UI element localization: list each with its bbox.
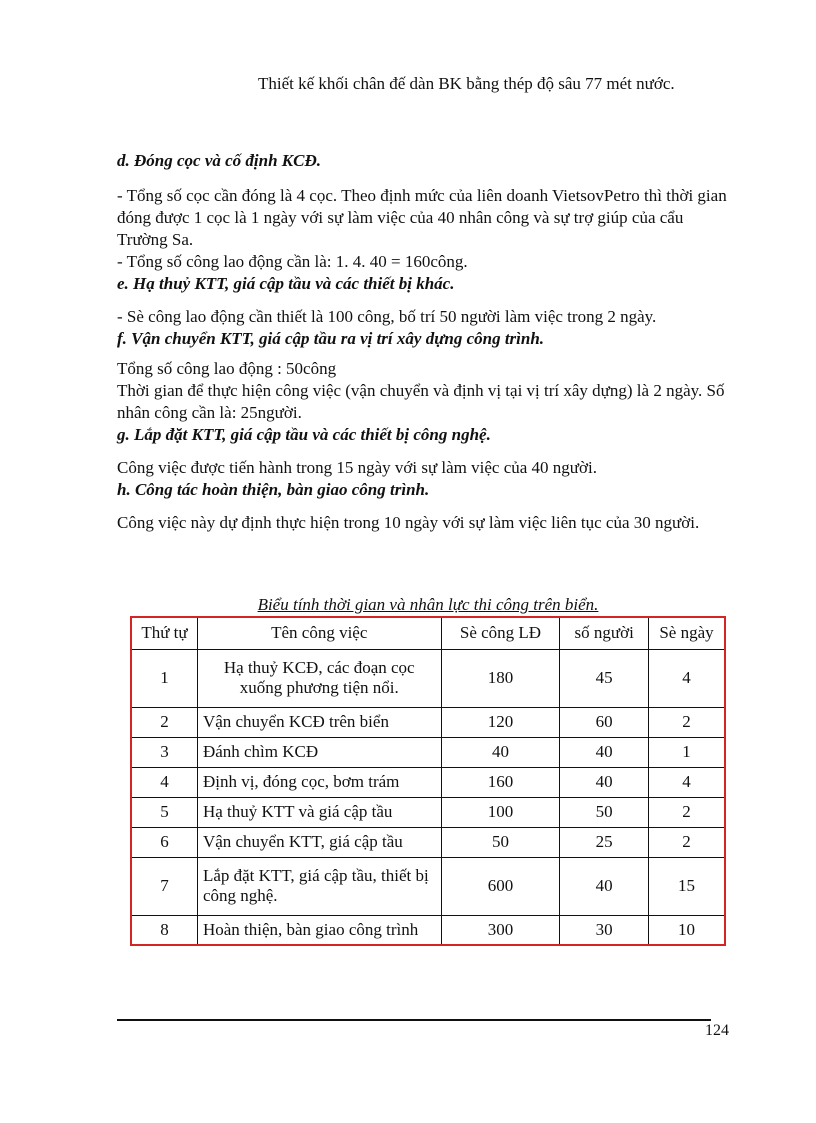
header-labor-days: Sè công LĐ (441, 617, 560, 649)
cell-workers: 25 (560, 827, 649, 857)
cell-days: 1 (648, 737, 725, 767)
cell-labor-days: 300 (441, 915, 560, 945)
work-schedule-table (130, 616, 726, 946)
cell-workers: 45 (560, 649, 649, 707)
section-e-heading: e. Hạ thuỷ KTT, giá cập tầu và các thiết bị khác. (117, 274, 455, 293)
document-body (117, 150, 727, 534)
cell-days: 15 (648, 857, 725, 915)
table-row (131, 707, 725, 737)
section-d-para-1: - Tổng số cọc cần đóng là 4 cọc. Theo định mức của liên doanh VietsovPetro thì thời gian đóng được 1 cọc là 1 ngày với sự làm việc của 40 nhân công và sự trợ giúp của cẩu Trường Sa. (117, 186, 727, 249)
cell-days: 10 (648, 915, 725, 945)
table-row (131, 857, 725, 915)
cell-order: 6 (131, 827, 197, 857)
section-h-para-1: Công việc này dự định thực hiện trong 10 ngày với sự làm việc liên tục của 30 người. (117, 513, 700, 532)
cell-days: 2 (648, 707, 725, 737)
table-row (131, 649, 725, 707)
cell-task-name: Hạ thuỷ KCĐ, các đoạn cọc xuống phương tiện nổi. (197, 649, 441, 707)
table-row (131, 767, 725, 797)
cell-order: 8 (131, 915, 197, 945)
cell-labor-days: 120 (441, 707, 560, 737)
cell-labor-days: 600 (441, 857, 560, 915)
cell-days: 4 (648, 767, 725, 797)
cell-task-name: Hạ thuỷ KTT và giá cập tầu (197, 797, 441, 827)
section-f-para-2: Thời gian để thực hiện công việc (vận chuyển và định vị tại vị trí xây dựng) là 2 ngày. Số nhân công cần là: 25người. (117, 381, 725, 422)
cell-order: 4 (131, 767, 197, 797)
cell-order: 7 (131, 857, 197, 915)
header-workers: số người (560, 617, 649, 649)
footer-divider (117, 1019, 711, 1021)
header-days: Sè ngày (648, 617, 725, 649)
cell-workers: 40 (560, 737, 649, 767)
cell-workers: 40 (560, 767, 649, 797)
cell-labor-days: 40 (441, 737, 560, 767)
cell-days: 2 (648, 797, 725, 827)
section-d-heading: d. Đóng cọc và cố định KCĐ. (117, 151, 321, 170)
page-number: 124 (705, 1022, 729, 1039)
cell-task-name: Định vị, đóng cọc, bơm trám (197, 767, 441, 797)
cell-workers: 40 (560, 857, 649, 915)
cell-workers: 30 (560, 915, 649, 945)
cell-order: 1 (131, 649, 197, 707)
cell-order: 2 (131, 707, 197, 737)
section-h-heading: h. Công tác hoàn thiện, bàn giao công trình. (117, 480, 430, 499)
cell-order: 5 (131, 797, 197, 827)
header-order: Thứ tự (131, 617, 197, 649)
cell-days: 4 (648, 649, 725, 707)
header-task-name: Tên công việc (197, 617, 441, 649)
table-row (131, 797, 725, 827)
cell-task-name: Hoàn thiện, bàn giao công trình (197, 915, 441, 945)
cell-labor-days: 50 (441, 827, 560, 857)
table-row (131, 737, 725, 767)
section-d-para-2: - Tổng số công lao động cần là: 1. 4. 40 = 160công. (117, 252, 468, 271)
table-caption: Biểu tính thời gian và nhân lực thi công trên biển. (257, 595, 599, 614)
cell-labor-days: 100 (441, 797, 560, 827)
table-row (131, 827, 725, 857)
page-header-title: Thiết kế khối chân đế dàn BK bằng thép độ sâu 77 mét nước. (258, 74, 675, 93)
cell-task-name: Lắp đặt KTT, giá cập tầu, thiết bị công nghệ. (197, 857, 441, 915)
cell-workers: 50 (560, 797, 649, 827)
section-g-para-1: Công việc được tiến hành trong 15 ngày với sự làm việc của 40 người. (117, 458, 597, 477)
section-f-heading: f. Vận chuyển KTT, giá cập tầu ra vị trí xây dựng công trình. (117, 329, 545, 348)
section-g-heading: g. Lắp đặt KTT, giá cập tầu và các thiết bị công nghệ. (117, 425, 491, 444)
cell-task-name: Vận chuyển KCĐ trên biển (197, 707, 441, 737)
cell-workers: 60 (560, 707, 649, 737)
cell-task-name: Vận chuyển KTT, giá cập tầu (197, 827, 441, 857)
table-header-row (131, 617, 725, 649)
cell-task-name: Đánh chìm KCĐ (197, 737, 441, 767)
cell-labor-days: 160 (441, 767, 560, 797)
section-f-para-1: Tổng số công lao động : 50công (117, 359, 337, 378)
table-row (131, 915, 725, 945)
cell-labor-days: 180 (441, 649, 560, 707)
section-e-para-1: - Sè công lao động cần thiết là 100 công, bố trí 50 người làm việc trong 2 ngày. (117, 307, 657, 326)
cell-order: 3 (131, 737, 197, 767)
cell-days: 2 (648, 827, 725, 857)
